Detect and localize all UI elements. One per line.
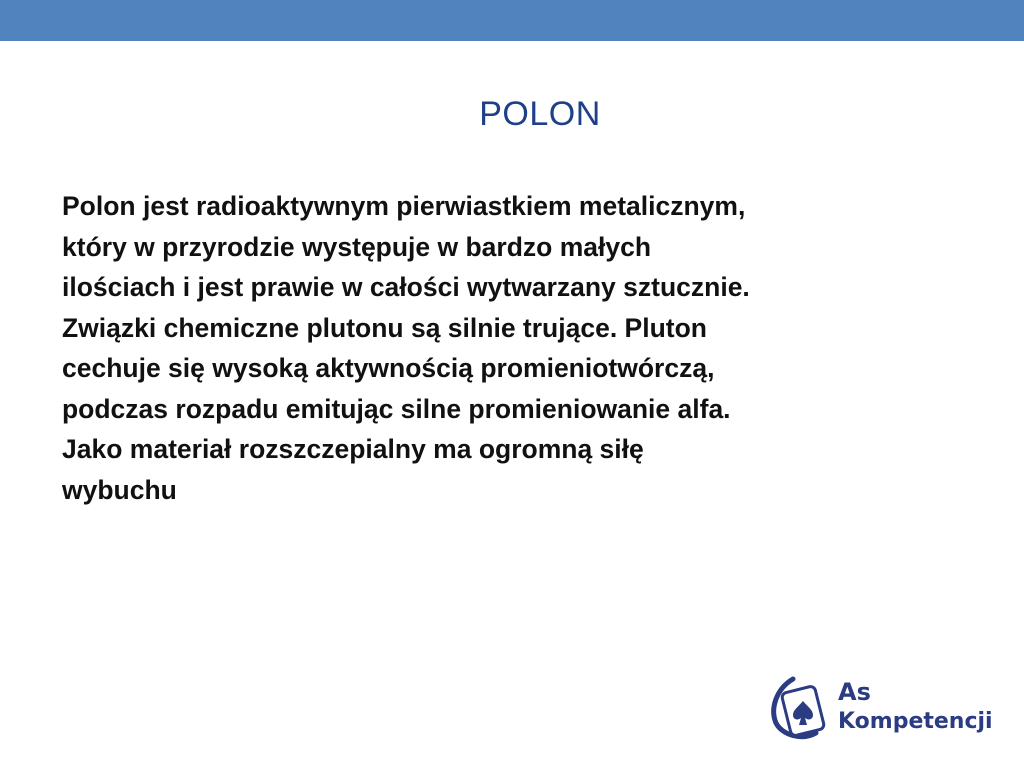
logo-text-as: As <box>838 678 871 706</box>
logo-text-kompetencji: Kompetencji <box>838 709 993 734</box>
top-accent-bar <box>0 0 1024 41</box>
ace-of-spades-card-icon <box>768 675 830 741</box>
slide-title: POLON <box>479 95 601 133</box>
as-kompetencji-logo <box>768 675 998 743</box>
logo-wordmark <box>838 677 993 737</box>
slide-body-text: Polon jest radioaktywnym pierwiastkiem metalicznym, który w przyrodzie występuje w bardzo małych ilościach i jest prawie w całości wytwarzany sztucznie. Związki chemiczne plutonu są silnie trujące. Pluton cechuje się wysoką aktywnością promieniotwórczą, podczas rozpadu emitując silne promieniowanie alfa. Jako materiał rozszczepialny ma ogromną siłę wybuchu <box>62 191 750 505</box>
